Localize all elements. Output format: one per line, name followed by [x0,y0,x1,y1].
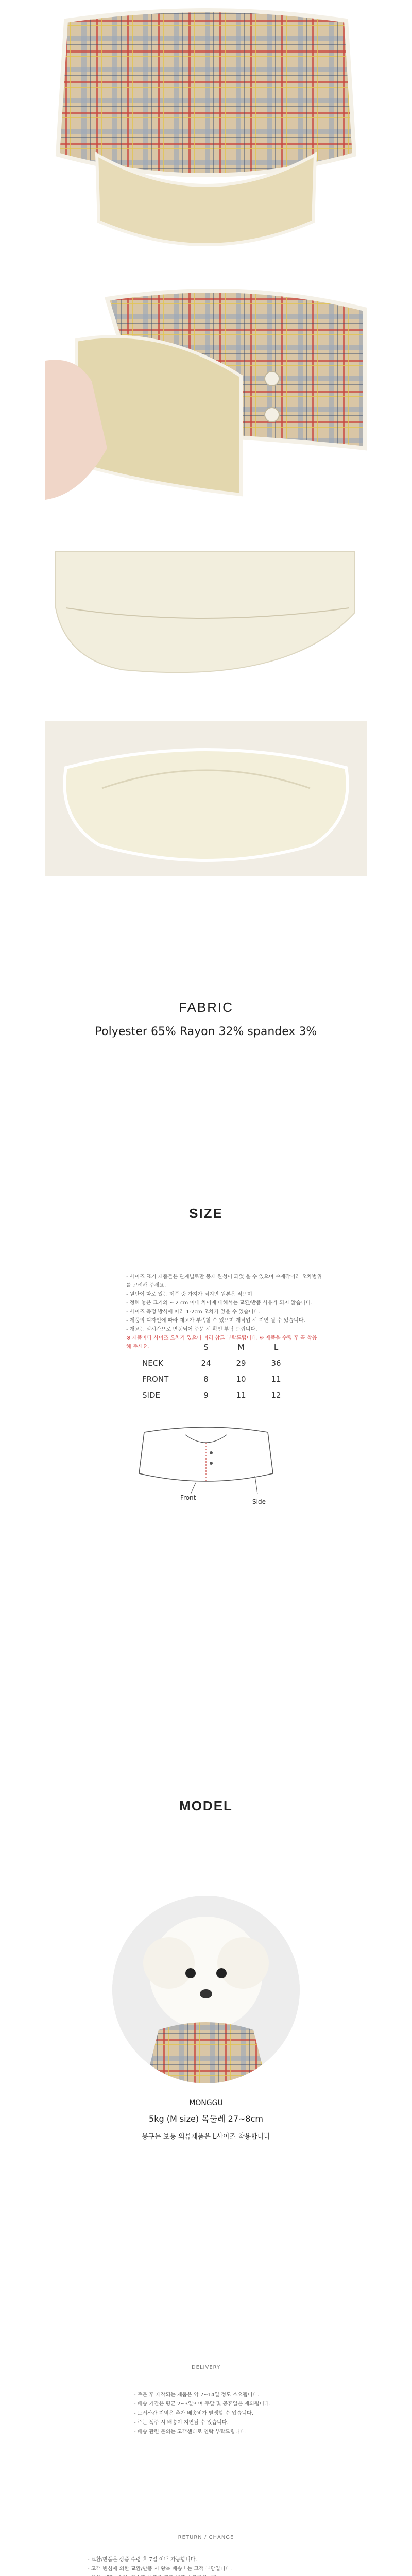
product-photo-collar-hand [45,278,367,520]
size-row-neck [135,1355,294,1371]
product-photo-collar-ruffle [45,721,367,876]
cell: 24 [188,1355,224,1371]
cell: 11 [259,1371,294,1387]
size-col-s: S [188,1340,224,1355]
row-label: NECK [135,1355,188,1371]
model-name: MONGGU [189,2099,223,2107]
size-diagram [129,1422,283,1510]
cell: 12 [259,1387,294,1403]
cell: 36 [259,1355,294,1371]
cell: 8 [188,1371,224,1387]
size-note-line: - 재고는 실시간으로 변동되어 주문 시 확인 부탁 드립니다. [126,1327,258,1332]
size-row-side [135,1387,294,1403]
fabric-title: FABRIC [179,999,233,1015]
size-table [135,1340,294,1403]
delivery-line: - 주문 폭주 시 배송이 지연될 수 있습니다. [134,2420,229,2426]
cell: 10 [224,1371,259,1387]
size-row-front [135,1371,294,1387]
delivery-line: - 도서산간 지역은 추가 배송비가 발생할 수 있습니다. [134,2411,253,2416]
cell: 11 [224,1387,259,1403]
row-label: FRONT [135,1371,188,1387]
delivery-line: - 배송 관련 문의는 고객센터로 연락 부탁드립니다. [134,2429,247,2435]
cell: 9 [188,1387,224,1403]
size-col-l: L [259,1340,294,1355]
row-label: SIDE [135,1387,188,1403]
model-spec: 5kg (M size) 목둘레 27~8cm [149,2114,263,2124]
size-title: SIZE [189,1206,223,1221]
return-title: RETURN / CHANGE [178,2535,234,2540]
size-note-line: - 원단이 따로 있는 제품 중 가지가 되지만 원본은 적으며 [126,1292,252,1297]
delivery-title: DELIVERY [191,2365,221,2370]
return-line [88,2574,324,2576]
delivery-line: - 배송 기간은 평균 2~3일이며 주말 및 공휴일은 제외됩니다. [134,2401,271,2407]
return-body [88,2555,324,2576]
model-fit: 몽구는 보통 의류제품은 L사이즈 착용합니다 [142,2133,270,2141]
diagram-label-front: Front [180,1494,196,1501]
size-note-warning: ※ 제품마다 사이즈 오차가 있으니 미리 참고 부탁드립니다. ※ 제품을 수령 후 꼭 착용해 주세요. [126,1335,317,1350]
fabric-composition: Polyester 65% Rayon 32% spandex 3% [95,1025,317,1038]
product-photo-collar-underside [45,546,367,701]
delivery-body [134,2391,371,2437]
size-note-line: - 사이즈 측정 방식에 따라 1-2cm 오차가 있을 수 있습니다. [126,1309,261,1315]
model-title: MODEL [179,1798,233,1814]
return-line: - 고객 변심에 의한 교환/반품 시 왕복 배송비는 고객 부담입니다. [88,2566,232,2572]
return-line: - 교환/반품은 상품 수령 후 7일 이내 가능합니다. [88,2557,197,2563]
size-note-line: - 정해 놓은 크기의 ~ 2 cm 이내 차이에 대해서는 교환/반품 사유가 되지 않습니다. [126,1300,313,1306]
product-photo-collar-flat [45,0,367,268]
size-note-line: - 제품의 디자인에 따라 재고가 부족할 수 있으며 재작업 시 지연 될 수 있습니다. [126,1318,305,1324]
cell: 29 [224,1355,259,1371]
size-table-header [135,1340,294,1355]
size-col-m: M [224,1340,259,1355]
model-photo [112,1896,300,2083]
diagram-label-side: Side [252,1498,266,1505]
size-note-line: - 사이즈 표기 제품들은 단계별로만 봉제 완성이 되었 을 수 있으며 수제작이라 오차범위를 고려해 주세요. [126,1274,322,1289]
delivery-line: - 주문 후 제작되는 제품은 약 7~14일 정도 소요됩니다. [134,2392,260,2398]
